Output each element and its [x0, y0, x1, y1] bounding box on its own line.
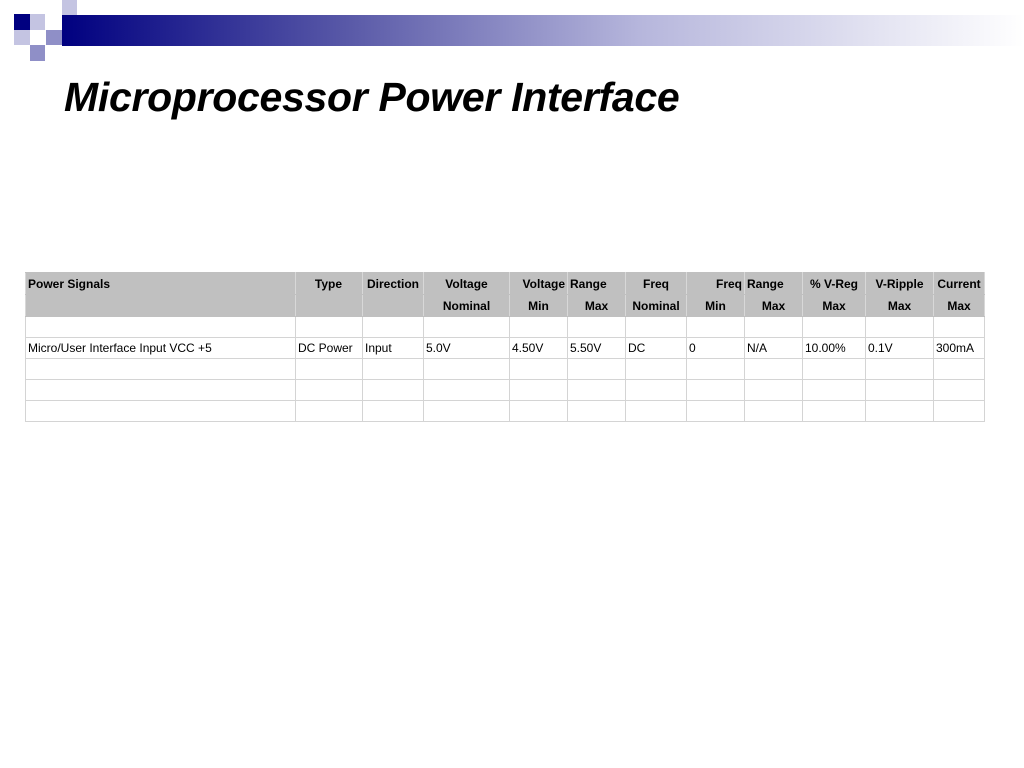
deco-square — [62, 0, 77, 15]
deco-square — [30, 14, 45, 30]
header-row — [26, 295, 985, 317]
col-header-vripple: V-Ripple — [866, 273, 934, 295]
col-header-power-signals: Power Signals — [26, 273, 296, 295]
cell-voltage-max: 5.50V — [568, 338, 626, 359]
cell-freq-min — [687, 317, 745, 338]
cell-voltage-min — [510, 401, 568, 422]
cell-voltage-nominal — [424, 317, 510, 338]
cell-power-signal — [26, 317, 296, 338]
cell-freq-max — [745, 359, 803, 380]
cell-vreg-max — [803, 401, 866, 422]
cell-freq-min — [687, 401, 745, 422]
cell-voltage-nominal — [424, 401, 510, 422]
col-header-freq-range-b: Range — [745, 273, 803, 295]
cell-direction: Input — [363, 338, 424, 359]
cell-type — [296, 317, 363, 338]
cell-voltage-min — [510, 359, 568, 380]
cell-freq-min: 0 — [687, 338, 745, 359]
table-row — [26, 338, 985, 359]
header-row — [26, 273, 985, 295]
col-subheader-voltage-min: Min — [510, 295, 568, 317]
cell-direction — [363, 380, 424, 401]
deco-square — [30, 45, 45, 61]
cell-vreg-max — [803, 359, 866, 380]
cell-direction — [363, 401, 424, 422]
col-header-type: Type — [296, 273, 363, 295]
power-signals-table — [25, 272, 985, 422]
cell-voltage-nominal: 5.0V — [424, 338, 510, 359]
cell-freq-nominal — [626, 380, 687, 401]
table-row — [26, 401, 985, 422]
col-subheader-freq-min: Min — [687, 295, 745, 317]
cell-vripple-max — [866, 380, 934, 401]
table-row — [26, 359, 985, 380]
cell-power-signal: Micro/User Interface Input VCC +5 — [26, 338, 296, 359]
cell-voltage-max — [568, 401, 626, 422]
deco-square — [14, 30, 30, 45]
deco-square — [14, 14, 30, 30]
cell-freq-nominal — [626, 401, 687, 422]
cell-current-max: 300mA — [934, 338, 985, 359]
cell-type: DC Power — [296, 338, 363, 359]
col-header-freq-range-a: Freq — [687, 273, 745, 295]
table-row — [26, 380, 985, 401]
col-subheader-current-max: Max — [934, 295, 985, 317]
cell-vripple-max — [866, 401, 934, 422]
col-header-voltage-range-a: Voltage — [510, 273, 568, 295]
col-header-freq: Freq — [626, 273, 687, 295]
cell-direction — [363, 317, 424, 338]
col-subheader-blank — [363, 295, 424, 317]
cell-freq-max — [745, 380, 803, 401]
cell-vreg-max — [803, 317, 866, 338]
cell-current-max — [934, 401, 985, 422]
cell-freq-max — [745, 317, 803, 338]
col-header-vreg: % V-Reg — [803, 273, 866, 295]
cell-freq-max: N/A — [745, 338, 803, 359]
col-header-voltage: Voltage — [424, 273, 510, 295]
col-subheader-blank — [296, 295, 363, 317]
cell-current-max — [934, 317, 985, 338]
col-subheader-voltage-nominal: Nominal — [424, 295, 510, 317]
cell-voltage-min — [510, 317, 568, 338]
cell-voltage-nominal — [424, 359, 510, 380]
cell-freq-nominal: DC — [626, 338, 687, 359]
cell-power-signal — [26, 401, 296, 422]
table-row — [26, 317, 985, 338]
cell-type — [296, 401, 363, 422]
cell-voltage-max — [568, 317, 626, 338]
cell-vripple-max — [866, 359, 934, 380]
cell-vreg-max — [803, 380, 866, 401]
cell-freq-min — [687, 380, 745, 401]
cell-freq-min — [687, 359, 745, 380]
col-header-current: Current — [934, 273, 985, 295]
cell-type — [296, 380, 363, 401]
cell-power-signal — [26, 380, 296, 401]
header-gradient-band — [62, 15, 1024, 46]
cell-vripple-max — [866, 317, 934, 338]
cell-power-signal — [26, 359, 296, 380]
cell-current-max — [934, 359, 985, 380]
cell-voltage-max — [568, 380, 626, 401]
cell-vripple-max: 0.1V — [866, 338, 934, 359]
cell-freq-nominal — [626, 359, 687, 380]
col-subheader-vreg-max: Max — [803, 295, 866, 317]
cell-voltage-min: 4.50V — [510, 338, 568, 359]
cell-type — [296, 359, 363, 380]
col-subheader-vripple-max: Max — [866, 295, 934, 317]
cell-voltage-min — [510, 380, 568, 401]
col-subheader-freq-max: Max — [745, 295, 803, 317]
table-body — [26, 317, 985, 422]
cell-freq-max — [745, 401, 803, 422]
cell-voltage-max — [568, 359, 626, 380]
cell-current-max — [934, 380, 985, 401]
cell-voltage-nominal — [424, 380, 510, 401]
cell-vreg-max: 10.00% — [803, 338, 866, 359]
cell-direction — [363, 359, 424, 380]
col-subheader-voltage-max: Max — [568, 295, 626, 317]
col-header-voltage-range-b: Range — [568, 273, 626, 295]
col-subheader-freq-nominal: Nominal — [626, 295, 687, 317]
col-subheader-blank — [26, 295, 296, 317]
slide-title: Microprocessor Power Interface — [64, 74, 680, 120]
cell-freq-nominal — [626, 317, 687, 338]
deco-square — [46, 30, 62, 45]
col-header-direction: Direction — [363, 273, 424, 295]
table-header — [26, 273, 985, 317]
